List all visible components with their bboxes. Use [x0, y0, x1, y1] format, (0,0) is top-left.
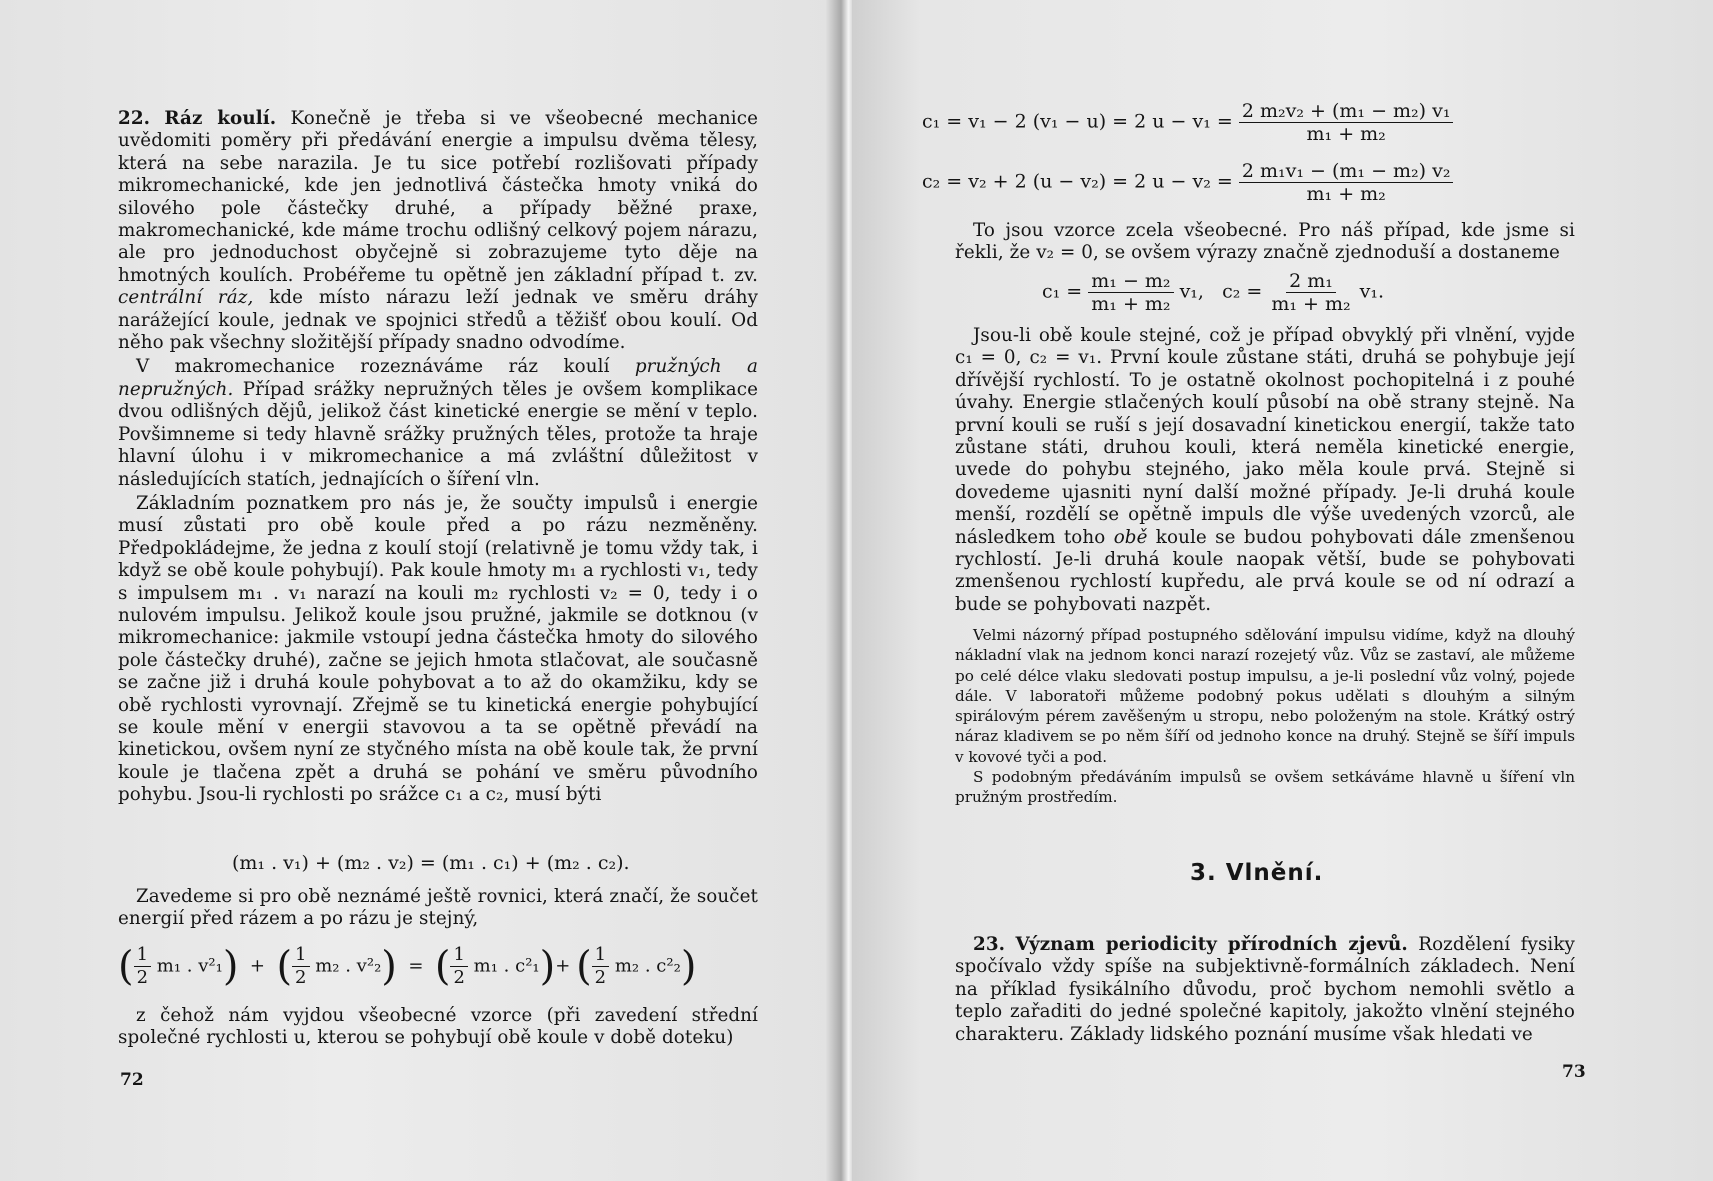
equation-c1-general: c₁ = v₁ − 2 (v₁ − u) = 2 u − v₁ = $\frac{\text{2 m₂v₂ + (m₁ − m₂) v₁}}{\text{m₁ + m₂}}$ [922, 100, 1453, 145]
paragraph-general-note: To jsou vzorce zcela všeobecné. Pro náš případ, kde jsme si řekli, že v₂ = 0, se ovšem výrazy značně zjednoduší a dostaneme [955, 220, 1575, 264]
page-number-left: 72 [120, 1070, 144, 1090]
paragraph-energy: Zavedeme si pro obě neznámé ještě rovnici, která značí, že součet energií před rázem a po rázu je stejný, [118, 886, 758, 930]
page-number-right: 73 [1562, 1062, 1586, 1082]
equation-simplified: c₁ = $\frac{\text{m₁ − m₂}}{\text{m₁ + m₂}}$ v₁, c₂ = $\frac{\text{2 m₁}}{\text{m₁ + m₂}}$ v₁. [1042, 270, 1385, 315]
paragraph-conservation: Základním poznatkem pro nás je, že součty impulsů i energie musí zůstati pro obě koule před a po rázu nezměněny. Předpokládejme, že jedna z koulí stojí (relativně je tomu vždy tak, i když se obě koule pohybují). Pak koule hmoty m₁ a rychlosti v₁, tedy s impulsem m₁ . v₁ narazí na kouli m₂ rychlosti v₂ = 0, tedy i o nulovém impulsu. Jelikož koule jsou pružné, jakmile se dotknou (v mikromechanice: jakmile vstoupí jedna částečka hmoty do silového pole částečky druhé), začne se jejich hmota stlačovat, ale současně se začne již i druhá koule pohybovat a to až do okamžiku, kdy se obě rychlosti vyrovnají. Zřejmě se tu kinetická energie pohybující se koule mění v energii stavovou a ta se opětně převádí na kinetickou, ovšem nyní ze styčného místa na obě koule tak, že první koule je tlačena zpět a druhá se pohání ve směru původního pohybu. Jsou-li rychlosti po srážce c₁ a c₂, musí býti [118, 492, 758, 806]
left-page [0, 0, 848, 1181]
equation-c2-general: c₂ = v₂ + 2 (u − v₂) = 2 u − v₂ = $\frac{\text{2 m₁v₁ − (m₁ − m₂) v₂}}{\text{m₁ + m₂}}$ [922, 160, 1453, 205]
paragraph-22-intro: 22. Ráz koulí. Konečně je třeba si ve všeobecné mechanice uvědomiti poměry při předávání energie a impulsu dvěma tělesy, která na sebe narazila. Je tu sice potřebí rozlišovati případy mikromechanické, kde jen jednotlivá částečka hmoty vniká do silového pole částečky druhé, a případy běžné praxe, makromechanické, kde máme trochu odlišný celkový pojem nárazu, ale pro jednoduchost obyčejně si zobrazujeme tyto děje na hmotných koulích. Probéřeme tu opětně jen základní případ t. zv. centrální ráz, kde místo nárazu leží jednak ve směru dráhy narážející koule, jednak ve spojnici středů a těžišť obou koulí. Od něho pak všechny složitější případy snadno odvodíme. [118, 108, 759, 354]
paragraph-elastic: V makromechanice rozeznáváme ráz koulí pružných a nepružných. Případ srážky nepružných těles je ovšem komplikace dvou odlišných dějů, jelikož část kinetické energie se mění v teplo. Povšimneme si tedy hlavně srážky pružných těles, protože ta hraje hlavní úlohu i v mikromechanice a má zvláštní důležitost v následujících statích, jednajících o šíření vln. [118, 356, 758, 490]
left-page-body [118, 108, 758, 807]
paragraph-general-formulas: z čehož nám vyjdou všeobecné vzorce (při zavedení střední společné rychlosti u, kterou se pohybují obě koule v době doteku) [118, 1005, 758, 1049]
paragraph-equal-balls: Jsou-li obě koule stejné, což je případ obvyklý při vlnění, vyjde c₁ = 0, c₂ = v₁. První koule zůstane státi, druhá se pohybuje její dřívější rychlostí. To je ostatně okolnost pochopitelná i z pouhé úvahy. Energie stlačených koulí působí na obě strany stejně. Na první kouli se ruší s její dosavadní kinetickou energií, takže tato zůstane státi, druhou kouli, která neměla kinetické energie, uvede do pohybu stejného, jako měla koule prvá. Stejně si dovedeme ujasniti nyní další možné případy. Je-li druhá koule menší, rozdělí se opětně impuls dle výše uvedených vzorců, ale následkem toho obě koule se budou pohybovati dále zmenšenou rychlostí. Je-li druhá koule naopak větší, bude se pohybovati zmenšenou rychlostí kupředu, ale prvá koule se od ní odrazí a bude se pohybovati nazpět. [955, 325, 1575, 615]
section-title: Význam periodicity přírodních zjevů. [1015, 934, 1408, 955]
note-train-example: Velmi názorný případ postupného sdělování impulsu vidíme, když na dlouhý nákladní vlak na jednom konci narazí rozejetý vůz. Vůz se zastaví, ale můžeme po celé délce vlaku sledovati postup impulsu, a je-li poslední vůz volný, pojede dále. V laboratoři můžeme podobný pokus udělati s dlouhým a silným spirálovým pérem zavěšeným u stropu, nebo položeným na stole. Krátký ostrý náraz kladivem se po něm šíří od jednoho konce na druhý. Stejně se šíří impuls v kovové tyči a pod. S podobným předáváním impulsů se ovšem setkáváme hlavně u šíření vln pružným prostředím. [955, 626, 1575, 807]
paragraph-23-intro: 23. Význam periodicity přírodních zjevů. Rozdělení fysiky spočívalo vždy spíše na subjektivně-formálních základech. Není na příklad fysikálního důvodu, proč bychom nemohli světlo a teplo zařaditi do jedné společné kapitoly, jakožto vlnění stejného charakteru. Základy lidského poznání musíme však hledati ve [955, 934, 1575, 1045]
section-title: Ráz koulí. [164, 108, 277, 129]
equation-energy: ( $\frac{1}{2}$ m₁ . v²₁) + ( $\frac{1}{2}$ m₂ . v²₂) = ( $\frac{1}{2}$ m₁ . c²₁)+ ( $\frac{1}{2}$ m₂ . c²₂) [118, 943, 697, 990]
equation-momentum: (m₁ . v₁) + (m₂ . v₂) = (m₁ . c₁) + (m₂ . c₂). [232, 852, 630, 874]
section-number: 23. [973, 934, 1006, 955]
section-number: 22. [118, 108, 151, 129]
chapter-title: 3. Vlnění. [1190, 860, 1324, 886]
